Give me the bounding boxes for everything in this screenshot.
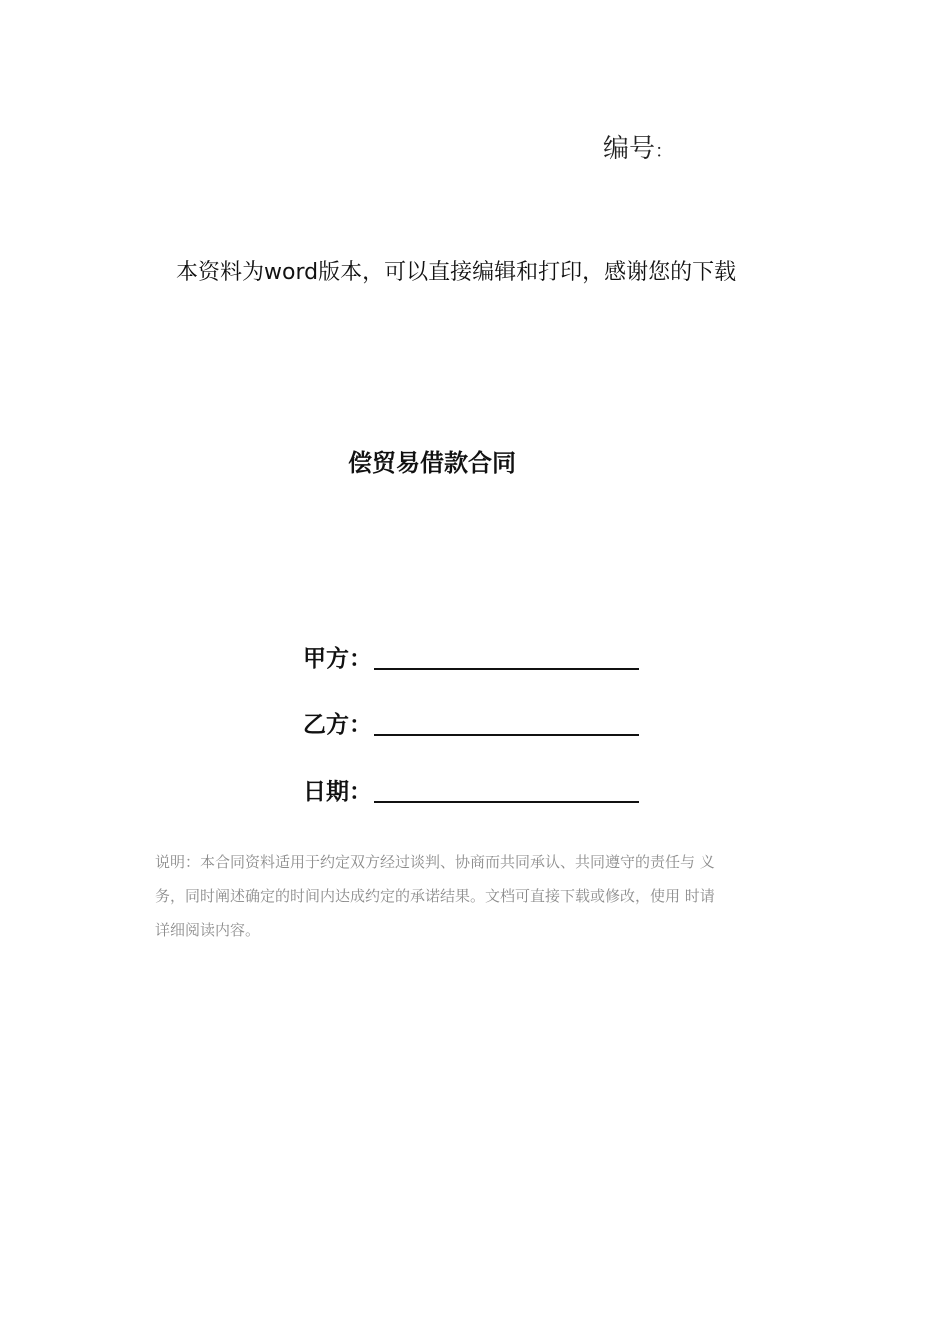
usage-note-line: 详细阅读内容。 [155, 921, 261, 939]
party-a-label: 甲方： [303, 646, 372, 672]
date-blank-line [374, 801, 639, 803]
document-number [603, 128, 673, 165]
usage-note-line: 说明：本合同资料适用于约定双方经过谈判、协商而共同承认、共同遵守的责任与 义 [155, 853, 715, 871]
party-a-blank-line [374, 668, 639, 670]
usage-note-line: 务，同时阐述确定的时间内达成约定的承诺结果。文档可直接下载或修改，使用 时请 [155, 887, 715, 905]
date-field [303, 773, 639, 806]
date-label: 日期： [303, 779, 372, 805]
contract-title: 偿贸易借款合同 [348, 449, 516, 477]
document-number-colon: ： [655, 141, 674, 162]
party-a-field [303, 640, 639, 673]
download-notice: 本资料为word版本，可以直接编辑和打印，感谢您的下载 [176, 260, 737, 285]
party-b-label: 乙方： [303, 712, 372, 738]
party-b-field [303, 706, 639, 739]
document-number-label: 编号 [603, 134, 656, 164]
usage-note [155, 845, 795, 947]
party-b-blank-line [374, 734, 639, 736]
